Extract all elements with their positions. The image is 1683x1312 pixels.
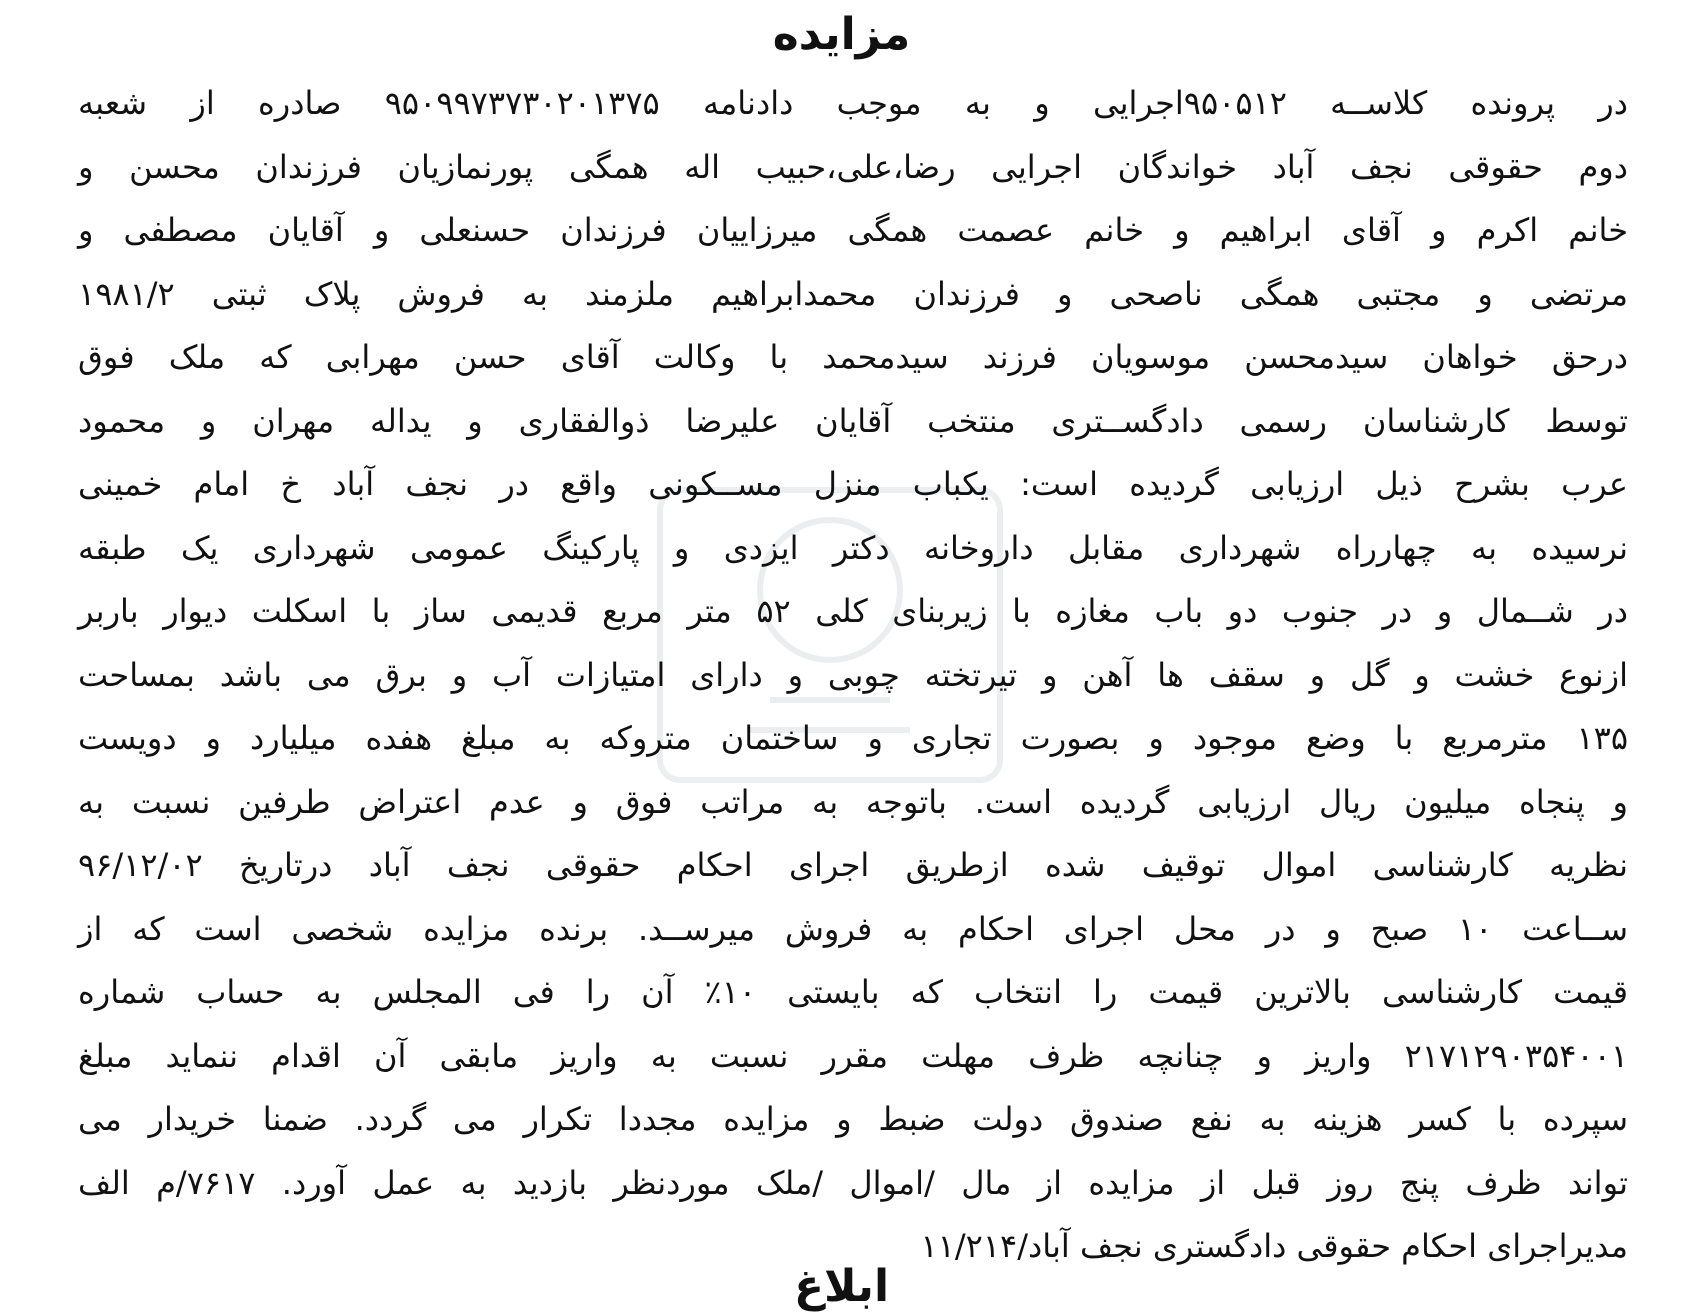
notice-line: سپرده با کسر هزینه به نفع صندوق دولت ضبط و مزایده مجددا تکرار می گردد. ضمنا خریدار می <box>78 1100 1628 1138</box>
notice-body <box>78 72 1628 1279</box>
notice-line: ۲۱۷۱۲۹۰۳۵۴۰۰۱ واریز و چنانچه ظرف مهلت مقرر نسبت به واریز مابقی آن اقدام ننماید مبلغ <box>78 1036 1628 1075</box>
notice-line: نظریه کارشناسی اموال توقیف شده ازطریق اجرای احکام حقوقی نجف آباد درتاریخ ۹۶/۱۲/۰۲ <box>78 846 1628 884</box>
notice-line: عرب بشرح ذیل ارزیابی گردیده است: یکباب منزل مســکونی واقع در نجف آباد خ امام خمینی <box>78 465 1628 503</box>
notice-line: تواند ظرف پنج روز قبل از مزایده از مال /اموال /ملک موردنظر بازدید به عمل آورد. ۷۶۱۷/م الف <box>78 1163 1629 1202</box>
notice-line: در شــمال و در جنوب دو باب مغازه با زیربنای کلی ۵۲ متر مربع قدیمی ساز با اسکلت دیوار باربر <box>78 592 1629 630</box>
notice-line: ســاعت ۱۰ صبح و در محل اجرای احکام به فروش میرســد. برنده مزایده شخصی است که از <box>78 909 1628 948</box>
notice-signature-line: مدیراجرای احکام حقوقی دادگستری نجف آباد/۱۱/۲۱۴ <box>920 1227 1628 1265</box>
notice-line: دوم حقوقی نجف آباد خواندگان اجرایی رضا،علی،حبیب اله همگی پورنمازیان فرزندان محسن و <box>78 147 1628 186</box>
notice-line: مرتضی و مجتبی همگی ناصحی و فرزندان محمدابراهیم ملزمند به فروش پلاک ثبتی ۱۹۸۱/۲ <box>78 274 1628 313</box>
notice-line: ازنوع خشت و گل و سقف ها آهن و تیرتخته چوبی و دارای امتیازات آب و برق می باشد بمساحت <box>78 655 1628 694</box>
notice-line: نرسیده به چهارراه شهرداری مقابل داروخانه دکتر ایزدی و پارکینگ عمومی شهرداری یک طبقه <box>78 528 1628 567</box>
notice-line: خانم اکرم و آقای ابراهیم و خانم عصمت همگی میرزاییان فرزندان حسنعلی و آقایان مصطفی و <box>78 211 1628 249</box>
notice-line: و پنجاه میلیون ریال ارزیابی گردیده است. باتوجه به مراتب فوق و عدم اعتراض طرفین نسبت به <box>78 782 1628 821</box>
notice-line: قیمت کارشناسی بالاترین قیمت را انتخاب که بایستی ۱۰٪ آن را فی المجلس به حساب شماره <box>78 973 1629 1011</box>
notice-line: درحق خواهان سیدمحسن موسویان فرزند سیدمحمد با وکالت آقای حسن مهرابی که ملک فوق <box>78 338 1628 376</box>
next-notice-heading: ابلاغ <box>793 1261 890 1312</box>
notice-title: مزایده <box>772 9 911 60</box>
notice-line: توسط کارشناسان رسمی دادگســتری منتخب آقایان علیرضا ذوالفقاری و یداله مهران و محمود <box>78 401 1628 440</box>
notice-line: ۱۳۵ مترمربع با وضع موجود و بصورت تجاری و ساختمان متروکه به مبلغ هفده میلیارد و دویست <box>78 719 1628 757</box>
notice-line: در پرونده کلاســه ۹۵۰۵۱۲اجرایی و به موجب دادنامه ۹۵۰۹۹۷۳۷۳۰۲۰۱۳۷۵ صادره از شعبه <box>78 84 1629 122</box>
